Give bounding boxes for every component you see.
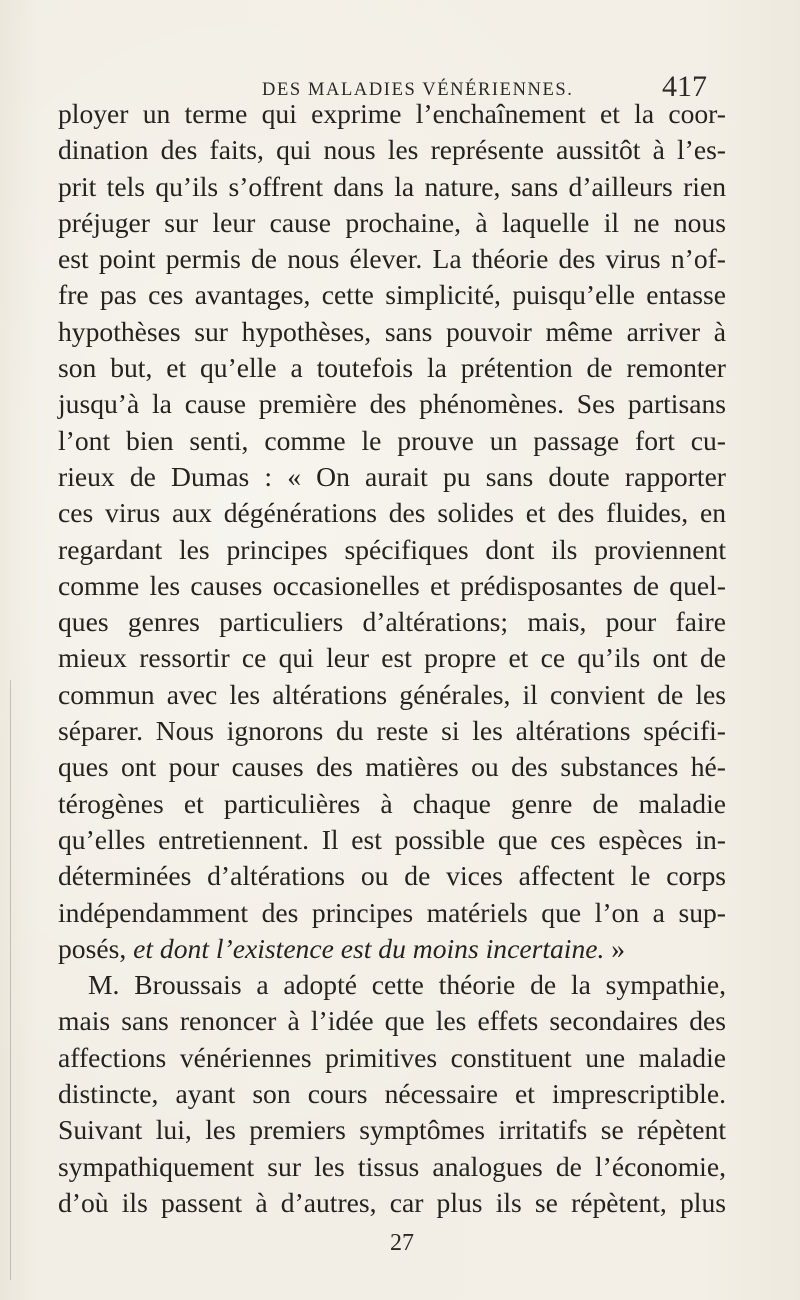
- text-line: son but, et qu’elle a toutefois la prétention de remonter: [58, 352, 726, 384]
- text-line: rieux de Dumas : « On aurait pu sans doute rapporter: [58, 460, 726, 492]
- text-line: fre pas ces avantages, cette simplicité, puisqu’elle entasse: [58, 279, 726, 311]
- text-line: comme les causes occasionelles et prédisposantes de quel-: [58, 569, 726, 601]
- text-line: prit tels qu’ils s’offrent dans la nature, sans d’ailleurs rien: [58, 170, 726, 202]
- text-line-quote-end: [58, 931, 726, 967]
- text-line: mieux ressortir ce qui leur est propre et ce qu’ils ont de: [58, 642, 726, 674]
- text-line: ques genres particuliers d’altérations; mais, pour faire: [58, 606, 726, 638]
- binding-edge-divider: [10, 680, 11, 1280]
- text-line: dination des faits, qui nous les représente aussitôt à l’es-: [58, 134, 726, 166]
- page-number: 417: [662, 70, 707, 103]
- text-line: qu’elles entretiennent. Il est possible que ces espèces in-: [58, 823, 726, 855]
- text-line: indépendamment des principes matériels que l’on a sup-: [58, 896, 726, 928]
- text-line: l’ont bien senti, comme le prouve un passage fort cu-: [58, 424, 726, 456]
- text-line: affections vénériennes primitives constituent une maladie: [58, 1041, 726, 1073]
- text-line: térogènes et particulières à chaque genre de maladie: [58, 787, 726, 819]
- text-line: commun avec les altérations générales, il convient de les: [58, 678, 726, 710]
- text-line: est point permis de nous élever. La théorie des virus n’of-: [58, 243, 726, 275]
- text-line: distincte, ayant son cours nécessaire et imprescriptible.: [58, 1078, 726, 1110]
- text-line: préjuger sur leur cause prochaine, à laquelle il ne nous: [58, 206, 726, 238]
- text-line: séparer. Nous ignorons du reste si les altérations spécifi-: [58, 715, 726, 747]
- text-line: regardant les principes spécifiques dont ils proviennent: [58, 533, 726, 565]
- text-line: d’où ils passent à d’autres, car plus ils se répètent, plus: [58, 1186, 726, 1218]
- text-line: mais sans renoncer à l’idée que les effets secondaires des: [58, 1005, 726, 1037]
- text-line: jusqu’à la cause première des phénomènes. Ses partisans: [58, 388, 726, 420]
- quote-end-text: posés,: [58, 932, 127, 964]
- closing-guillemet: »: [611, 932, 626, 964]
- body-text: [58, 96, 726, 1221]
- text-line: ques ont pour causes des matières ou des substances hé-: [58, 751, 726, 783]
- text-line: ployer un terme qui exprime l’enchaînement et la coor-: [58, 98, 726, 129]
- text-line: sympathiquement sur les tissus analogues de l’économie,: [58, 1150, 726, 1182]
- running-title: DES MALADIES VÉNÉRIENNES.: [262, 80, 574, 100]
- paragraph-start-line: M. Broussais a adopté cette théorie de la sympathie,: [88, 969, 726, 1001]
- italic-phrase: et dont l’existence est du moins incertaine.: [133, 932, 605, 964]
- text-line: hypothèses sur hypothèses, sans pouvoir même arriver à: [58, 315, 726, 347]
- text-line: ces virus aux dégénérations des solides et des fluides, en: [58, 497, 726, 529]
- text-line: Suivant lui, les premiers symptômes irritatifs se répètent: [58, 1114, 726, 1146]
- signature-mark: 27: [390, 1230, 414, 1256]
- text-line: déterminées d’altérations ou de vices affectent le corps: [58, 860, 726, 892]
